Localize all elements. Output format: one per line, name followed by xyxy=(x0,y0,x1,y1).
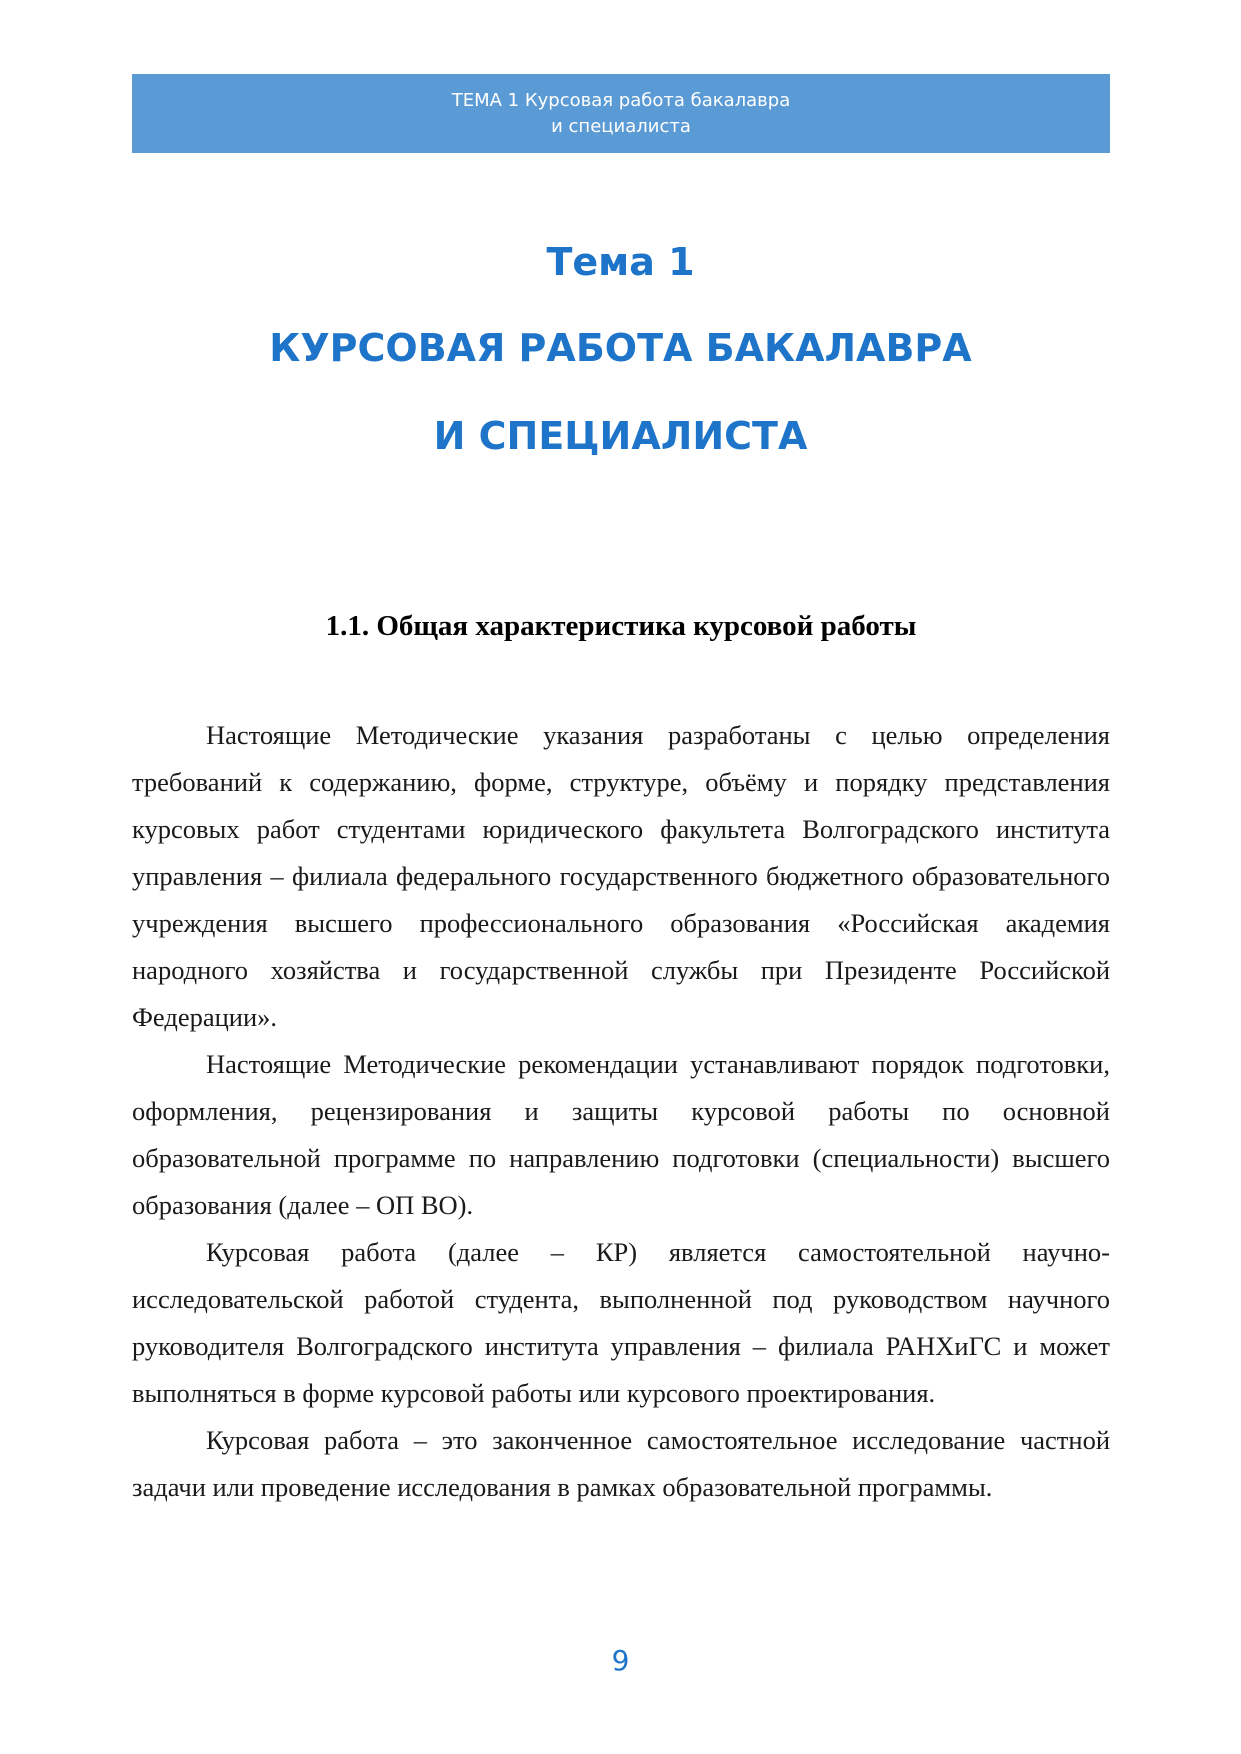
chapter-label: Тема 1 xyxy=(546,240,695,284)
section-heading: 1.1. Общая характеристика курсовой работы xyxy=(325,610,917,642)
paragraph: Настоящие Методические рекомендации устанавливают порядок подготовки, оформления, рецензирования и защиты курсовой работы по основной образовательной программе по направлению подготовки (специальности) высшего образования (далее – ОП ВО). xyxy=(132,1049,1110,1220)
chapter-title-line-1: КУРСОВАЯ РАБОТА БАКАЛАВРА xyxy=(269,326,972,370)
running-header xyxy=(132,74,1110,153)
running-header-line-1: ТЕМА 1 Курсовая работа бакалавра xyxy=(451,89,791,111)
paragraph: Курсовая работа – это законченное самостоятельное исследование частной задачи или проведение исследования в рамках образовательной программы. xyxy=(132,1425,1110,1502)
paragraph: Настоящие Методические указания разработаны с целью определения требований к содержанию, форме, структуре, объёму и порядку представления курсовых работ студентами юридического факультета Волгоградского института управления – филиала федерального государственного бюджетного образовательного учреждения высшего профессионального образования «Российская академия народного хозяйства и государственной службы при Президенте Российской Федерации». xyxy=(132,720,1110,1032)
body-text xyxy=(132,712,1110,1511)
paragraph: Курсовая работа (далее – КР) является самостоятельной научно-исследовательской работой студента, выполненной под руководством научного руководителя Волгоградского института управления – филиала РАНХиГС и может выполняться в форме курсовой работы или курсового проектирования. xyxy=(132,1237,1110,1408)
chapter-title-line-2: И СПЕЦИАЛИСТА xyxy=(433,414,808,458)
page-number: 9 xyxy=(611,1644,630,1677)
running-header-line-2: и специалиста xyxy=(551,115,691,137)
